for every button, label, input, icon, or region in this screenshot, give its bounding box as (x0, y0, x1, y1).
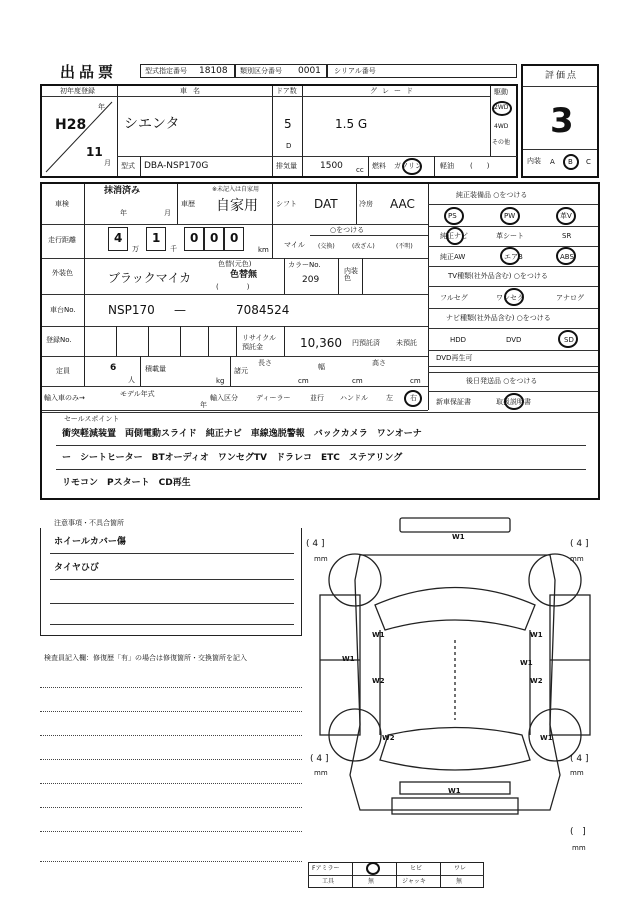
mileage-mark-title: ○をつける (330, 226, 365, 234)
height-label: 高さ (372, 359, 386, 367)
tire-fr-mm: mm (570, 555, 584, 563)
load-unit: kg (216, 377, 225, 385)
tire-rl-reading: ( 4 ] (310, 754, 329, 764)
color-label: 外装色 (52, 269, 73, 277)
inspection-value: 抹消済み (104, 186, 141, 196)
equip-abs-circle-mark (556, 247, 576, 265)
import-category-label: 輸入区分 (210, 394, 238, 402)
height-cm: cm (410, 377, 421, 385)
chassis-dash: — (174, 303, 186, 317)
equip-navi: 純正ナビ (440, 232, 468, 240)
first-reg-era: H28 (55, 117, 87, 133)
color-change-label: 色替(元色) (218, 260, 252, 268)
mark-rear-right-door: W2 (530, 677, 543, 685)
handle-right-circle-mark (404, 390, 422, 407)
navi-dvd-playback: DVD再生可 (436, 354, 473, 362)
mark-right-pillar: W1 (520, 659, 533, 667)
diesel-label: 軽油 (440, 162, 454, 170)
tv-title: TV種類(社外品含む) ○をつける (448, 272, 548, 280)
later-manual: 取扱説明書 (496, 398, 531, 406)
sales-line-3: リモコン Pスタート CD再生 (62, 478, 191, 488)
mileage-opt-unknown: (不明) (396, 243, 413, 250)
color-code-value: 209 (302, 275, 320, 285)
jack-label: ジャッキ (402, 878, 426, 885)
equip-pw-circle-mark (500, 207, 520, 225)
model-year-label: モデル年式 (120, 390, 155, 398)
fmirror-label: Fアミラー (312, 865, 340, 872)
tire-spare-mm: mm (572, 844, 586, 852)
mileage-digit-4: 0 (210, 231, 219, 245)
mark-left-pillar: W1 (342, 655, 355, 663)
chassis-number: 7084524 (236, 303, 290, 317)
equip-leather-wheel: 革V (560, 212, 572, 220)
shift-value: DAT (314, 197, 338, 211)
tire-spare-reading: ( ] (570, 827, 586, 837)
first-reg-month: 11 (86, 145, 103, 159)
equip-leather-wheel-circle-mark (556, 207, 576, 225)
form-no-box (140, 64, 235, 78)
notes-line-2: タイヤひび (54, 563, 99, 573)
equip-alloy-wheel: 純正AW (440, 253, 466, 261)
equip-navi-circle-mark (446, 227, 464, 245)
doors-unit: D (286, 142, 292, 150)
front-bumper-outline (400, 518, 510, 532)
windshield-outline (375, 588, 535, 631)
form-no-label: 型式指定番号 (145, 67, 187, 75)
rating-label: 評価点 (545, 71, 579, 81)
equip-abs: ABS (560, 253, 574, 261)
capacity-value: 6 (110, 363, 117, 373)
mark-rear-right-fender: W1 (540, 734, 553, 742)
fuel-label: 燃料 (372, 162, 386, 170)
crack-ware-label: ワレ (454, 865, 467, 872)
inspection-year-unit: 年 (120, 209, 127, 217)
import-label: 輸入車のみ→ (44, 394, 85, 402)
recycle-value: 10,360 (300, 336, 342, 350)
recycle-unit: 円預託済 (352, 339, 380, 347)
tv-oneseg-circle-mark (504, 288, 524, 306)
ac-value: AAC (390, 197, 415, 211)
handle-left: 左 (386, 394, 393, 402)
handle-right: 右 (410, 394, 417, 402)
tire-rl-mm: mm (314, 769, 328, 777)
displacement-unit: cc (356, 166, 364, 174)
category-no-box (235, 64, 327, 78)
tire-fr-reading: ( 4 ] (570, 539, 589, 549)
equipment-title: 純正装備品 ○をつける (456, 191, 528, 199)
drive-2wd: 2WD (494, 104, 509, 111)
form-title: 出品票 (60, 63, 118, 81)
jack-value: 無 (456, 878, 463, 885)
tv-analog: アナログ (556, 294, 584, 302)
navi-hdd: HDD (450, 336, 467, 344)
color-change-value: 色替無 (230, 270, 258, 280)
drive-2wd-circle-mark (492, 101, 512, 116)
color-code-label: カラーNo. (288, 261, 321, 269)
drive-other: その他 (492, 139, 511, 146)
fmirror-circle-mark (366, 862, 380, 875)
length-cm: cm (298, 377, 309, 385)
tv-fullseg: フルセグ (440, 294, 468, 302)
usage-label: 車歴 (181, 200, 195, 208)
model-year-unit: 年 (200, 401, 207, 409)
tv-oneseg: ワンセグ (496, 294, 524, 302)
equip-airbag: エアB (504, 253, 523, 261)
import-opt-parallel: 並行 (310, 394, 324, 402)
first-reg-year-unit: 年 (98, 103, 105, 111)
car-name-label: 車名 (180, 87, 206, 95)
notes-title: 注意事項・不具合箇所 (54, 519, 124, 527)
navi-dvd: DVD (506, 336, 522, 344)
interior-label: 内装 (527, 157, 541, 165)
serial-no-box (327, 64, 517, 78)
length-label: 長さ (258, 359, 272, 367)
mark-rear-left-fender: W2 (382, 734, 395, 742)
tools-label: 工具 (322, 878, 335, 885)
mileage-digit-1: 4 (114, 231, 123, 245)
navi-sd: SD (564, 336, 574, 344)
mark-front-bumper: W1 (452, 533, 465, 541)
tire-fl-reading: ( 4 ] (306, 539, 325, 549)
category-no-label: 類別区分番号 (240, 67, 282, 75)
usage-value: 自家用 (216, 198, 258, 214)
mark-rear-panel: W1 (448, 787, 461, 795)
drive-4wd: 4WD (494, 123, 509, 130)
recycle-status: 未預託 (396, 339, 417, 347)
mileage-unit-man: 万 (132, 245, 139, 253)
first-reg-label: 初年度登録 (60, 87, 95, 95)
inspection-label: 車検 (55, 200, 69, 208)
capacity-unit: 人 (128, 376, 135, 384)
grade-value: 1.5 G (335, 117, 368, 131)
first-reg-month-unit: 月 (104, 159, 111, 167)
width-label: 幅 (318, 363, 325, 371)
recycle-label: リサイクル預託金 (242, 334, 277, 351)
mileage-opt-tamper: (改ざん) (352, 243, 375, 250)
mark-rear-left-door: W2 (372, 677, 385, 685)
car-name-value: シエンタ (124, 116, 180, 132)
doors-label: ドア数 (276, 87, 297, 95)
navi-title: ナビ種類(社外品含む) ○をつける (446, 314, 551, 322)
equip-ps: PS (448, 212, 457, 220)
mileage-unit-sen: 千 (170, 245, 177, 253)
rating-score: 3 (550, 101, 574, 141)
mileage-digit-5: 0 (230, 231, 239, 245)
rear-bumper-outline (392, 798, 518, 814)
inspection-month-unit: 月 (164, 209, 171, 217)
width-cm: cm (352, 377, 363, 385)
sales-title: セールスポイント (64, 415, 120, 423)
reg-no-label: 登録No. (46, 336, 72, 344)
interior-b: B (568, 158, 573, 166)
tools-value: 無 (368, 878, 375, 885)
sales-line-1: 衝突軽減装置 両側電動スライド 純正ナビ 車線逸脱警報 バックカメラ ワンオーナ (62, 429, 422, 439)
later-warranty: 新車保証書 (436, 398, 471, 406)
diesel-paren: ( ) (470, 162, 490, 170)
tire-rr-reading: ( 4 ] (570, 754, 589, 764)
later-manual-circle-mark (504, 393, 524, 410)
mileage-digit-3: 0 (190, 231, 199, 245)
usage-note: ※未記入は自家用 (212, 186, 260, 193)
mileage-digit-2: 1 (152, 231, 161, 245)
doors-value: 5 (284, 117, 292, 131)
fuel-gasoline-circle-mark (402, 158, 422, 175)
chassis-label: 車台No. (50, 306, 76, 314)
interior-b-circle-mark (563, 154, 579, 170)
grade-label: グレード (370, 87, 418, 95)
color-value: ブラックマイカ (108, 271, 192, 285)
mileage-label: 走行距離 (48, 236, 76, 244)
mark-front-left-door: W1 (372, 631, 385, 639)
capacity-label: 定員 (56, 367, 70, 375)
import-opt-dealer: ディーラー (256, 394, 291, 402)
displacement-value: 1500 (320, 161, 343, 171)
mileage-opt-exchange: (交換) (318, 243, 335, 250)
serial-no-label: シリアル番号 (334, 67, 376, 75)
fuel-value: ガソリン (394, 162, 422, 170)
equip-leather-seat: 革シート (496, 232, 524, 240)
mark-front-right-door: W1 (530, 631, 543, 639)
shift-label: シフト (276, 200, 297, 208)
chassis-prefix: NSP170 (108, 303, 155, 317)
mileage-opt-mile: マイル (284, 241, 305, 249)
equip-airbag-circle-mark (500, 247, 520, 265)
inspector-title: 検査員記入欄：修復歴「有」の場合は修復箇所・交換箇所を記入 (44, 654, 247, 662)
car-diagram (300, 510, 600, 855)
drive-label: 駆動 (494, 88, 508, 96)
load-label: 積載量 (145, 365, 166, 373)
sales-line-2: ー シートヒーター BTオーディオ ワンセグTV ドラレコ ETC ステアリング (62, 453, 403, 463)
first-reg-diagonal (42, 98, 116, 176)
rear-window-outline (380, 728, 530, 771)
interior-c: C (586, 158, 591, 166)
inner-color-label: 内装色 (344, 267, 358, 282)
later-title: 後日発送品 ○をつける (466, 377, 538, 385)
equip-pw: PW (504, 212, 516, 220)
mileage-unit-km: km (258, 246, 269, 254)
category-no-value: 0001 (298, 66, 321, 76)
equip-sunroof: SR (562, 232, 572, 240)
interior-a: A (550, 158, 555, 166)
notes-line-1: ホイールカバー傷 (54, 537, 126, 547)
color-change-paren: ( ) (216, 283, 250, 291)
ac-label: 冷房 (359, 200, 373, 208)
crack-hibi-label: ヒビ (410, 865, 423, 872)
dims-label: 諸元 (234, 367, 248, 375)
form-no-value: 18108 (199, 66, 228, 76)
tire-fl-mm: mm (314, 555, 328, 563)
equip-ps-circle-mark (444, 207, 464, 225)
model-value: DBA-NSP170G (144, 161, 209, 171)
rating-box (521, 64, 599, 178)
tire-rr-mm: mm (570, 769, 584, 777)
handle-label: ハンドル (340, 394, 368, 402)
model-label: 型式 (121, 162, 135, 170)
navi-sd-circle-mark (558, 330, 578, 348)
displacement-label: 排気量 (276, 162, 297, 170)
